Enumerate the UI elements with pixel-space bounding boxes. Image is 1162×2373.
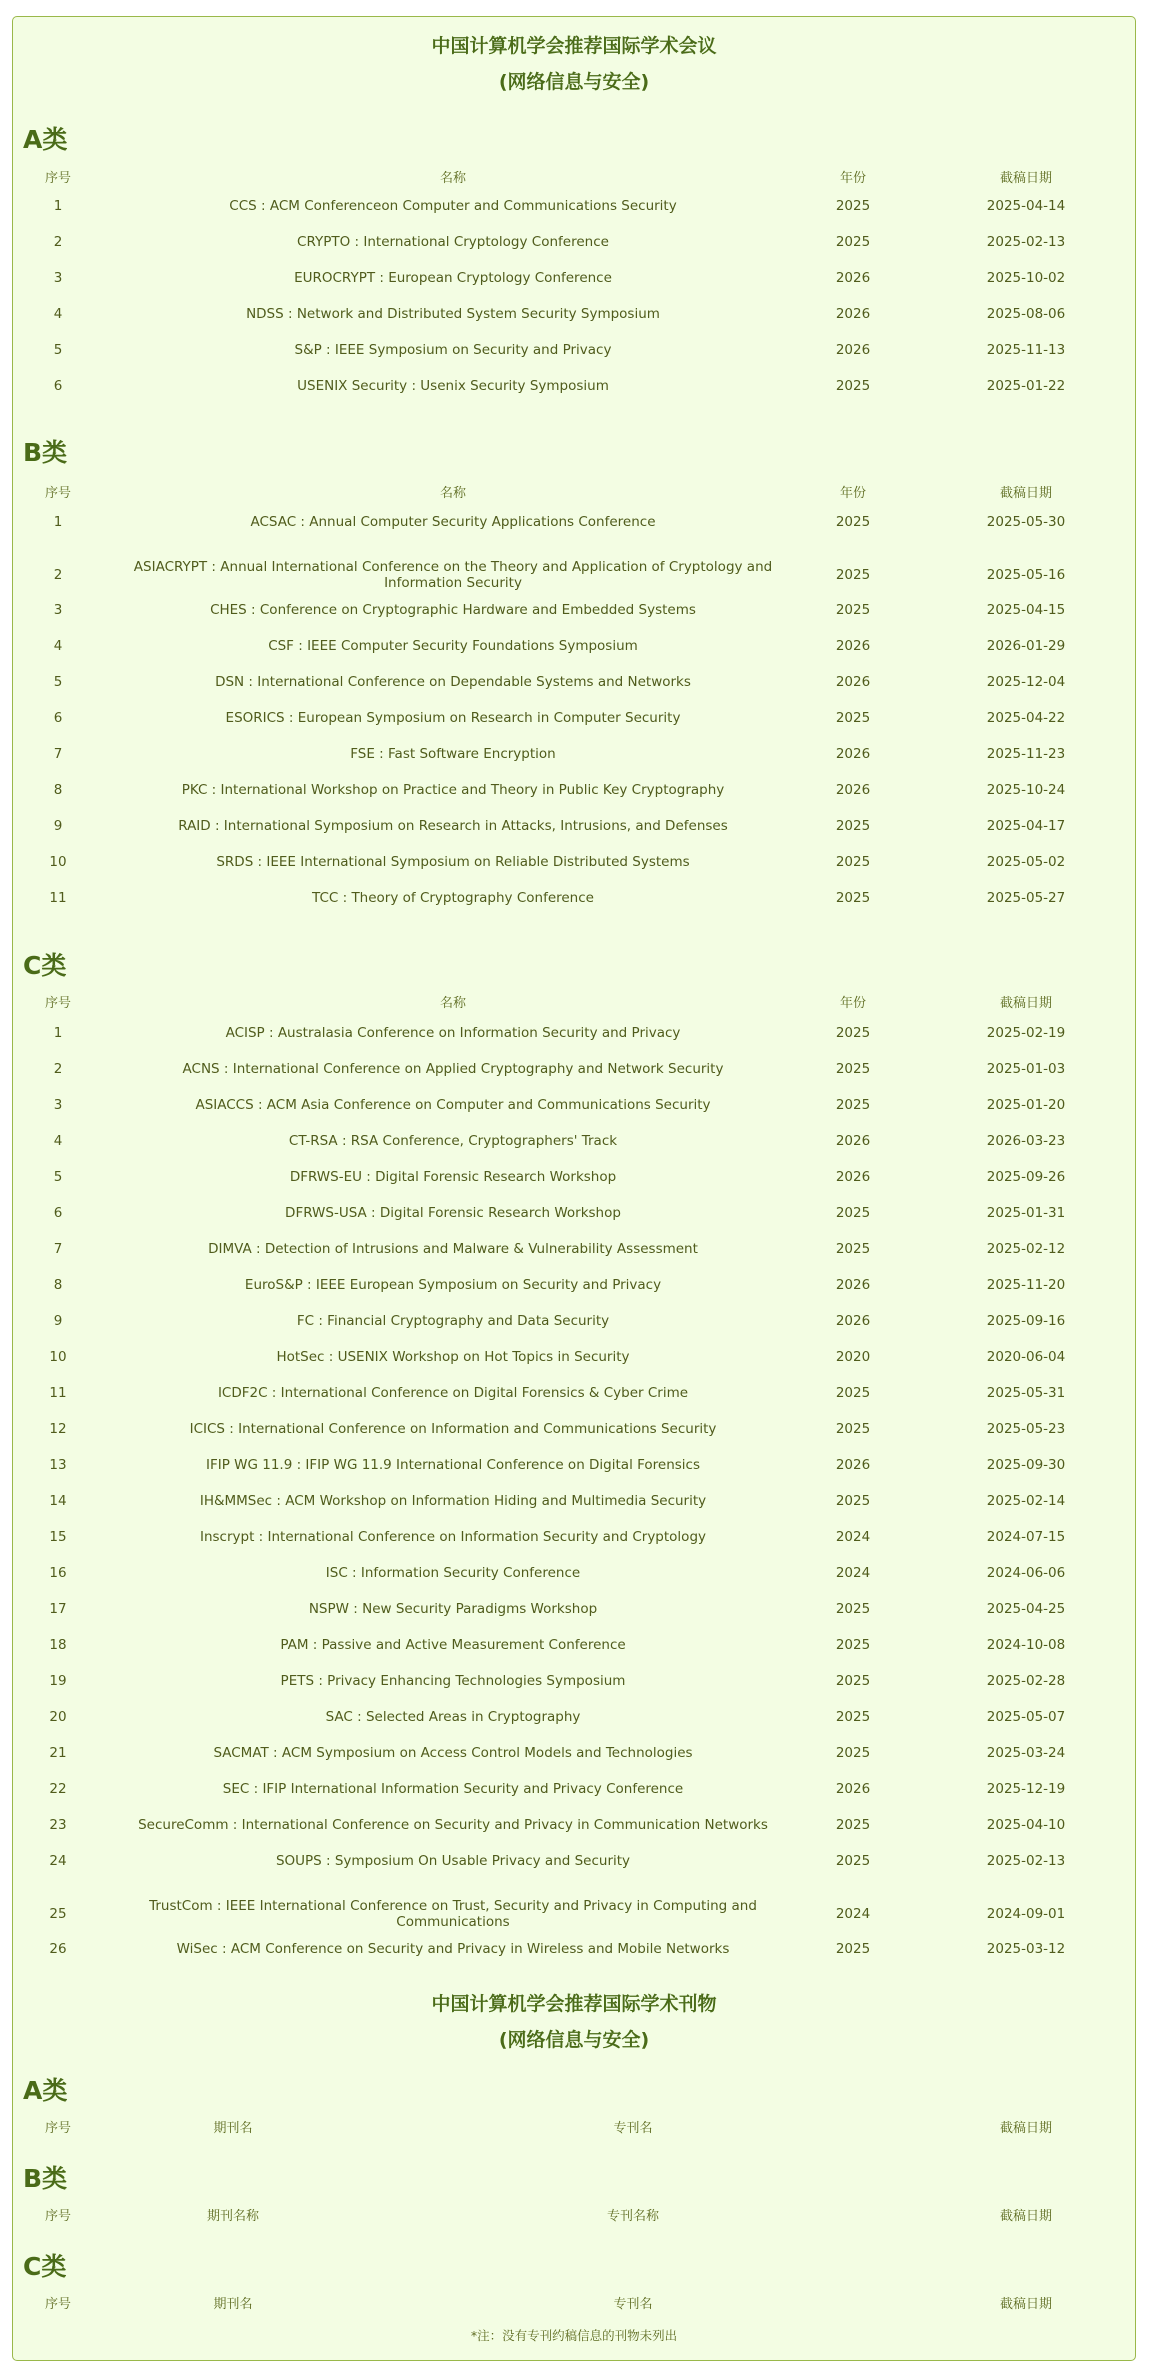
- header-seq: 序号: [44, 486, 71, 501]
- table-row: [13, 1133, 1137, 1169]
- row-conference-name: ASIACRYPT : Annual International Conference on the Theory and Application of Cryptology and Information Security: [133, 559, 773, 591]
- row-year: 2024: [835, 1906, 871, 1922]
- row-year: 2025: [835, 1241, 871, 1257]
- table-row: [13, 306, 1137, 342]
- row-deadline: 2025-01-20: [986, 1097, 1066, 1113]
- row-conference-name: TCC : Theory of Cryptography Conference: [312, 890, 594, 906]
- table-row: [13, 1565, 1137, 1601]
- row-conference-name: WiSec : ACM Conference on Security and Privacy in Wireless and Mobile Networks: [176, 1941, 730, 1957]
- table-row: [13, 1097, 1137, 1133]
- row-year: 2025: [835, 890, 871, 906]
- row-seq: 8: [53, 782, 63, 798]
- row-seq: 5: [53, 674, 63, 690]
- row-year: 2025: [835, 854, 871, 870]
- row-conference-name: SecureComm : International Conference on Security and Privacy in Communication Networks: [138, 1817, 768, 1833]
- table-row: [13, 1853, 1137, 1889]
- header-name: 名称: [439, 996, 466, 1011]
- row-seq: 2: [53, 1061, 63, 1077]
- row-seq: 11: [49, 890, 67, 906]
- row-deadline: 2025-02-12: [986, 1241, 1066, 1257]
- table-row: [13, 1637, 1137, 1673]
- header-name: 名称: [439, 171, 466, 186]
- row-seq: 14: [49, 1493, 67, 1509]
- table-row: [13, 710, 1137, 746]
- table-row: [13, 674, 1137, 710]
- row-conference-name: SAC : Selected Areas in Cryptography: [325, 1709, 581, 1725]
- row-year: 2025: [835, 378, 871, 394]
- row-seq: 7: [53, 1241, 63, 1257]
- row-conference-name: DFRWS-EU : Digital Forensic Research Workshop: [289, 1169, 617, 1185]
- table-row: [13, 1385, 1137, 1421]
- row-seq: 18: [49, 1637, 67, 1653]
- row-deadline: 2025-11-23: [986, 746, 1066, 762]
- table-row: [13, 1169, 1137, 1205]
- row-year: 2026: [835, 746, 871, 762]
- row-deadline: 2025-12-19: [986, 1781, 1066, 1797]
- row-conference-name: EUROCRYPT : European Cryptology Conference: [294, 270, 612, 286]
- header-journal: 期刊名: [213, 2121, 253, 2136]
- journal-c-table-header: [13, 2295, 1137, 2315]
- row-year: 2026: [835, 270, 871, 286]
- row-seq: 23: [49, 1817, 67, 1833]
- row-seq: 15: [49, 1529, 67, 1545]
- table-row: [13, 1061, 1137, 1097]
- row-seq: 2: [53, 234, 63, 250]
- row-deadline: 2024-10-08: [986, 1637, 1066, 1653]
- header-deadline: 截稿日期: [999, 2297, 1052, 2312]
- table-row: [13, 1025, 1137, 1061]
- row-seq: 11: [49, 1385, 67, 1401]
- row-deadline: 2025-04-14: [986, 198, 1066, 214]
- journals-subtitle: (网络信息与安全): [498, 2029, 650, 2051]
- table-row: [13, 1421, 1137, 1457]
- row-deadline: 2025-05-27: [986, 890, 1066, 906]
- row-year: 2026: [835, 1169, 871, 1185]
- table-row: [13, 1457, 1137, 1493]
- row-seq: 5: [53, 1169, 63, 1185]
- conf-category-b-heading: B类: [23, 438, 68, 467]
- row-seq: 9: [53, 1313, 63, 1329]
- table-row: [13, 818, 1137, 854]
- conf-category-c-heading: C类: [23, 951, 67, 980]
- header-seq: 序号: [44, 2121, 71, 2136]
- row-year: 2025: [835, 1421, 871, 1437]
- row-year: 2020: [835, 1349, 871, 1365]
- row-deadline: 2025-01-31: [986, 1205, 1066, 1221]
- row-year: 2025: [835, 710, 871, 726]
- row-deadline: 2025-03-24: [986, 1745, 1066, 1761]
- header-name: 名称: [439, 486, 466, 501]
- row-deadline: 2025-03-12: [986, 1941, 1066, 1957]
- row-seq: 3: [53, 1097, 63, 1113]
- row-conference-name: ICDF2C : International Conference on Digital Forensics & Cyber Crime: [217, 1385, 689, 1401]
- row-seq: 10: [49, 1349, 67, 1365]
- row-year: 2025: [835, 1709, 871, 1725]
- table-row: [13, 1673, 1137, 1709]
- row-year: 2025: [835, 1205, 871, 1221]
- row-conference-name: IFIP WG 11.9 : IFIP WG 11.9 International Conference on Digital Forensics: [205, 1457, 701, 1473]
- row-conference-name: ISC : Information Security Conference: [325, 1565, 581, 1581]
- row-conference-name: ESORICS : European Symposium on Research in Computer Security: [225, 710, 681, 726]
- row-year: 2026: [835, 1781, 871, 1797]
- row-year: 2026: [835, 782, 871, 798]
- row-deadline: 2024-07-15: [986, 1529, 1066, 1545]
- header-special-issue: 专刊名: [613, 2121, 653, 2136]
- row-conference-name: CT-RSA : RSA Conference, Cryptographers' Track: [288, 1133, 618, 1149]
- row-seq: 1: [53, 514, 63, 530]
- row-seq: 3: [53, 270, 63, 286]
- row-deadline: 2025-09-16: [986, 1313, 1066, 1329]
- row-year: 2024: [835, 1529, 871, 1545]
- row-year: 2025: [835, 1673, 871, 1689]
- table-row: [13, 1709, 1137, 1745]
- row-deadline: 2025-05-07: [986, 1709, 1066, 1725]
- row-conference-name: FC : Financial Cryptography and Data Security: [296, 1313, 610, 1329]
- row-deadline: 2024-09-01: [986, 1906, 1066, 1922]
- row-seq: 8: [53, 1277, 63, 1293]
- row-year: 2026: [835, 1277, 871, 1293]
- row-deadline: 2025-01-03: [986, 1061, 1066, 1077]
- conf-b-table-header: [13, 484, 1137, 504]
- table-row: [13, 378, 1137, 414]
- row-seq: 1: [53, 198, 63, 214]
- row-conference-name: NDSS : Network and Distributed System Security Symposium: [246, 306, 660, 322]
- header-seq: 序号: [44, 2209, 71, 2224]
- row-seq: 26: [49, 1941, 67, 1957]
- header-year: 年份: [839, 996, 866, 1011]
- table-row: [13, 1529, 1137, 1565]
- header-deadline: 截稿日期: [999, 2121, 1052, 2136]
- row-deadline: 2025-10-24: [986, 782, 1066, 798]
- row-conference-name: HotSec : USENIX Workshop on Hot Topics in Security: [276, 1349, 630, 1365]
- row-deadline: 2026-03-23: [986, 1133, 1066, 1149]
- row-year: 2026: [835, 306, 871, 322]
- conf-c-table-header: [13, 994, 1137, 1014]
- journal-b-table-header: [13, 2207, 1137, 2227]
- table-row: [13, 854, 1137, 890]
- row-seq: 5: [53, 342, 63, 358]
- row-year: 2025: [835, 1097, 871, 1113]
- row-seq: 4: [53, 1133, 63, 1149]
- row-conference-name: ACNS : International Conference on Applied Cryptography and Network Security: [182, 1061, 724, 1077]
- table-row: [13, 602, 1137, 638]
- row-year: 2025: [835, 818, 871, 834]
- row-deadline: 2025-02-13: [986, 1853, 1066, 1869]
- row-conference-name: PKC : International Workshop on Practice and Theory in Public Key Cryptography: [181, 782, 725, 798]
- row-seq: 4: [53, 306, 63, 322]
- header-deadline: 截稿日期: [999, 486, 1052, 501]
- row-seq: 21: [49, 1745, 67, 1761]
- row-seq: 19: [49, 1673, 67, 1689]
- row-year: 2025: [835, 1745, 871, 1761]
- row-deadline: 2025-05-23: [986, 1421, 1066, 1437]
- row-conference-name: FSE : Fast Software Encryption: [350, 746, 556, 762]
- row-seq: 17: [49, 1601, 67, 1617]
- row-seq: 25: [49, 1906, 67, 1922]
- row-year: 2025: [835, 1601, 871, 1617]
- header-deadline: 截稿日期: [999, 2209, 1052, 2224]
- row-year: 2025: [835, 567, 871, 583]
- row-conference-name: IH&MMSec : ACM Workshop on Information Hiding and Multimedia Security: [199, 1493, 707, 1509]
- table-row: [13, 550, 1137, 602]
- table-row: [13, 1493, 1137, 1529]
- table-row: [13, 1745, 1137, 1781]
- row-year: 2025: [835, 514, 871, 530]
- row-deadline: 2025-11-13: [986, 342, 1066, 358]
- journals-title: 中国计算机学会推荐国际学术刊物: [431, 1993, 717, 2015]
- header-deadline: 截稿日期: [999, 171, 1052, 186]
- row-conference-name: SEC : IFIP International Information Security and Privacy Conference: [222, 1781, 684, 1797]
- row-deadline: 2026-01-29: [986, 638, 1066, 654]
- row-seq: 20: [49, 1709, 67, 1725]
- header-seq: 序号: [44, 2297, 71, 2312]
- table-row: [13, 1941, 1137, 1977]
- row-deadline: 2025-09-30: [986, 1457, 1066, 1473]
- row-year: 2025: [835, 1025, 871, 1041]
- table-row: [13, 638, 1137, 674]
- row-conference-name: SACMAT : ACM Symposium on Access Control Models and Technologies: [213, 1745, 693, 1761]
- row-deadline: 2025-11-20: [986, 1277, 1066, 1293]
- row-seq: 7: [53, 746, 63, 762]
- table-row: [13, 1889, 1137, 1941]
- conf-a-table-header: [13, 169, 1137, 189]
- row-year: 2026: [835, 1133, 871, 1149]
- row-conference-name: ACSAC : Annual Computer Security Applications Conference: [250, 514, 656, 530]
- row-conference-name: SRDS : IEEE International Symposium on Reliable Distributed Systems: [216, 854, 690, 870]
- row-deadline: 2025-02-28: [986, 1673, 1066, 1689]
- journal-category-a-heading: A类: [23, 2076, 68, 2105]
- header-special-issue: 专刊名: [613, 2297, 653, 2312]
- row-deadline: 2025-04-17: [986, 818, 1066, 834]
- header-year: 年份: [839, 171, 866, 186]
- table-row: [13, 890, 1137, 926]
- row-year: 2025: [835, 1817, 871, 1833]
- header-seq: 序号: [44, 996, 71, 1011]
- row-conference-name: CSF : IEEE Computer Security Foundations Symposium: [268, 638, 638, 654]
- row-conference-name: DFRWS-USA : Digital Forensic Research Workshop: [285, 1205, 621, 1221]
- row-deadline: 2020-06-04: [986, 1349, 1066, 1365]
- header-journal: 期刊名: [213, 2297, 253, 2312]
- row-deadline: 2025-09-26: [986, 1169, 1066, 1185]
- row-year: 2026: [835, 1313, 871, 1329]
- row-conference-name: PAM : Passive and Active Measurement Conference: [280, 1637, 626, 1653]
- header-deadline: 截稿日期: [999, 996, 1052, 1011]
- conf-category-a-heading: A类: [23, 125, 68, 154]
- row-seq: 3: [53, 602, 63, 618]
- row-conference-name: CRYPTO : International Cryptology Conference: [297, 234, 609, 250]
- row-deadline: 2025-02-19: [986, 1025, 1066, 1041]
- header-special-issue: 专刊名称: [606, 2209, 659, 2224]
- row-year: 2026: [835, 638, 871, 654]
- row-seq: 9: [53, 818, 63, 834]
- journal-a-table-header: [13, 2119, 1137, 2139]
- table-row: [13, 1817, 1137, 1853]
- row-deadline: 2025-04-25: [986, 1601, 1066, 1617]
- row-deadline: 2025-05-30: [986, 514, 1066, 530]
- row-year: 2025: [835, 1637, 871, 1653]
- header-seq: 序号: [44, 171, 71, 186]
- row-year: 2025: [835, 1493, 871, 1509]
- table-row: [13, 782, 1137, 818]
- table-row: [13, 198, 1137, 234]
- table-row: [13, 1781, 1137, 1817]
- row-conference-name: Inscrypt : International Conference on Information Security and Cryptology: [199, 1529, 707, 1545]
- row-deadline: 2025-02-14: [986, 1493, 1066, 1509]
- row-seq: 2: [53, 567, 63, 583]
- row-year: 2026: [835, 1457, 871, 1473]
- journal-category-c-heading: C类: [23, 2252, 67, 2281]
- row-deadline: 2025-12-04: [986, 674, 1066, 690]
- row-conference-name: ASIACCS : ACM Asia Conference on Computer and Communications Security: [195, 1097, 711, 1113]
- row-conference-name: DIMVA : Detection of Intrusions and Malware & Vulnerability Assessment: [208, 1241, 698, 1257]
- conferences-title: 中国计算机学会推荐国际学术会议: [431, 35, 717, 57]
- row-seq: 24: [49, 1853, 67, 1869]
- row-conference-name: SOUPS : Symposium On Usable Privacy and Security: [275, 1853, 631, 1869]
- row-deadline: 2025-04-22: [986, 710, 1066, 726]
- row-conference-name: DSN : International Conference on Dependable Systems and Networks: [215, 674, 691, 690]
- row-deadline: 2025-05-02: [986, 854, 1066, 870]
- row-conference-name: CHES : Conference on Cryptographic Hardware and Embedded Systems: [210, 602, 696, 618]
- table-row: [13, 1241, 1137, 1277]
- journal-category-b-heading: B类: [23, 2164, 68, 2193]
- row-deadline: 2025-05-31: [986, 1385, 1066, 1401]
- row-seq: 6: [53, 1205, 63, 1221]
- row-conference-name: TrustCom : IEEE International Conference on Trust, Security and Privacy in Computing and Communications: [149, 1898, 757, 1930]
- row-deadline: 2025-08-06: [986, 306, 1066, 322]
- row-year: 2024: [835, 1565, 871, 1581]
- row-year: 2025: [835, 602, 871, 618]
- row-conference-name: CCS : ACM Conferenceon Computer and Communications Security: [229, 198, 677, 214]
- conferences-subtitle: (网络信息与安全): [498, 71, 650, 93]
- row-conference-name: ACISP : Australasia Conference on Information Security and Privacy: [225, 1025, 681, 1041]
- header-journal: 期刊名称: [206, 2209, 259, 2224]
- row-conference-name: NSPW : New Security Paradigms Workshop: [308, 1601, 598, 1617]
- row-seq: 6: [53, 710, 63, 726]
- row-deadline: 2025-04-10: [986, 1817, 1066, 1833]
- row-seq: 4: [53, 638, 63, 654]
- row-conference-name: ICICS : International Conference on Information and Communications Security: [189, 1421, 717, 1437]
- table-row: [13, 234, 1137, 270]
- row-year: 2025: [835, 198, 871, 214]
- row-seq: 6: [53, 378, 63, 394]
- row-seq: 1: [53, 1025, 63, 1041]
- table-row: [13, 1205, 1137, 1241]
- row-seq: 10: [49, 854, 67, 870]
- row-year: 2025: [835, 1385, 871, 1401]
- row-year: 2025: [835, 1853, 871, 1869]
- table-row: [13, 1277, 1137, 1313]
- row-seq: 12: [49, 1421, 67, 1437]
- row-deadline: 2024-06-06: [986, 1565, 1066, 1581]
- row-deadline: 2025-04-15: [986, 602, 1066, 618]
- header-year: 年份: [839, 486, 866, 501]
- footnote: *注：没有专刊约稿信息的刊物未列出: [470, 2328, 678, 2343]
- row-conference-name: S&P : IEEE Symposium on Security and Privacy: [294, 342, 612, 358]
- row-year: 2026: [835, 342, 871, 358]
- row-deadline: 2025-01-22: [986, 378, 1066, 394]
- table-row: [13, 514, 1137, 550]
- row-seq: 13: [49, 1457, 67, 1473]
- row-year: 2025: [835, 1941, 871, 1957]
- table-row: [13, 342, 1137, 378]
- table-row: [13, 1601, 1137, 1637]
- row-deadline: 2025-10-02: [986, 270, 1066, 286]
- row-year: 2025: [835, 1061, 871, 1077]
- row-conference-name: USENIX Security : Usenix Security Symposium: [297, 378, 609, 394]
- row-deadline: 2025-02-13: [986, 234, 1066, 250]
- row-conference-name: PETS : Privacy Enhancing Technologies Symposium: [280, 1673, 626, 1689]
- table-row: [13, 1349, 1137, 1385]
- row-conference-name: RAID : International Symposium on Research in Attacks, Intrusions, and Defenses: [178, 818, 728, 834]
- table-row: [13, 1313, 1137, 1349]
- ccf-recommendation-panel: [12, 16, 1136, 2361]
- row-seq: 22: [49, 1781, 67, 1797]
- row-year: 2025: [835, 234, 871, 250]
- row-deadline: 2025-05-16: [986, 567, 1066, 583]
- table-row: [13, 270, 1137, 306]
- table-row: [13, 746, 1137, 782]
- row-seq: 16: [49, 1565, 67, 1581]
- row-year: 2026: [835, 674, 871, 690]
- row-conference-name: EuroS&P : IEEE European Symposium on Security and Privacy: [244, 1277, 662, 1293]
